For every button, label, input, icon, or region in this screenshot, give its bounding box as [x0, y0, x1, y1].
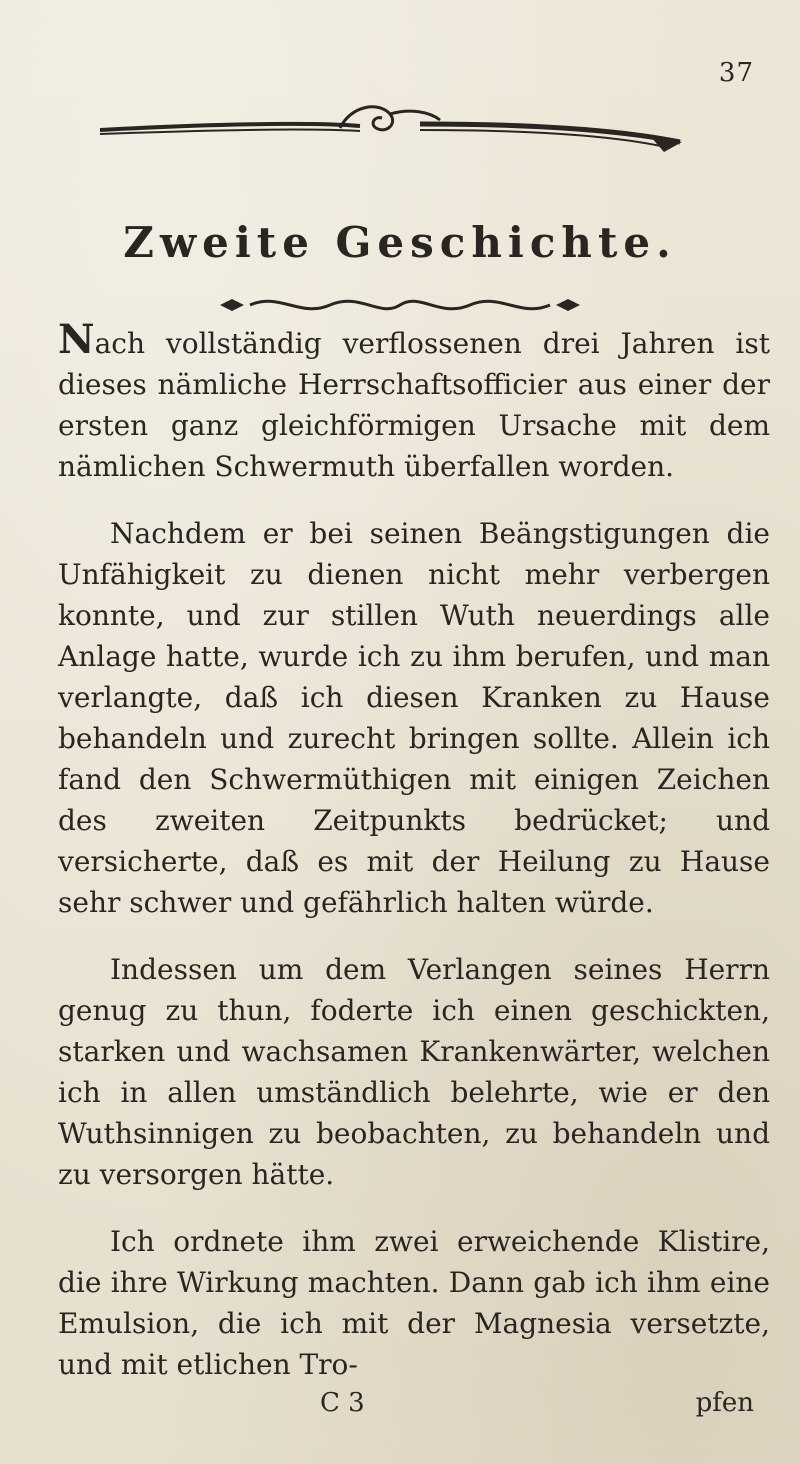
signature-mark: C 3: [320, 1388, 365, 1418]
headpiece-ornament: [90, 94, 690, 154]
chapter-title: Zweite Geschichte.: [123, 218, 677, 267]
paragraph: [58, 316, 770, 487]
body-text: [58, 316, 770, 1411]
paragraph-text: ach vollständig verflossenen drei Jahren ist dieses nämliche Herrschaftsofficier aus einer der ersten ganz gleichförmigen Ursache mit dem nämlichen Schwermuth überfallen worden.: [58, 327, 770, 483]
page-number: 37: [718, 58, 754, 88]
catchword: pfen: [695, 1388, 754, 1418]
paragraph: Indessen um dem Verlangen seines Herrn genug zu thun, foderte ich einen geschickten, starken und wachsamen Krankenwärter, welchen ich in allen umständlich belehrte, wie er den Wuthsinnigen zu beobachten, zu behandeln und zu versorgen hätte.: [58, 953, 770, 1191]
drop-cap: N: [58, 316, 95, 363]
title-ornament: [180, 288, 620, 322]
paragraph: Ich ordnete ihm zwei erweichende Klistire, die ihre Wirkung machten. Dann gab ich ihm eine Emulsion, die ich mit der Magnesia versetzte, und mit etlichen Tro-: [58, 1225, 770, 1381]
paragraph: Nachdem er bei seinen Beängstigungen die Unfähigkeit zu dienen nicht mehr verbergen konnte, und zur stillen Wuth neuerdings alle Anlage hatte, wurde ich zu ihm berufen, und man verlangte, daß ich diesen Kranken zu Hause behandeln und zurecht bringen sollte. Allein ich fand den Schwermüthigen mit einigen Zeichen des zweiten Zeitpunkts bedrücket; und versicherte, daß es mit der Heilung zu Hause sehr schwer und gefährlich halten würde.: [58, 517, 770, 919]
